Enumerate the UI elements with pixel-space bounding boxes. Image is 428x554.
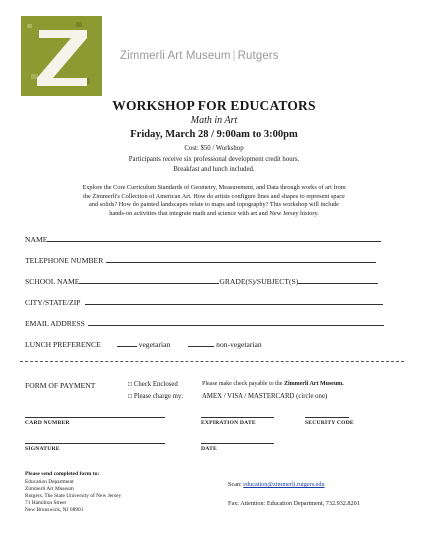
expiration-label: EXPIRATION DATE [201,420,256,426]
telephone-field [25,256,376,265]
lunch-field [25,340,262,349]
telephone-label: TELEPHONE NUMBER [25,256,104,265]
description-line: Explore the Core Curriculum Standards of Geometry, Measurement, and Data through works of art from [82,184,346,191]
card-number-line[interactable] [25,417,165,418]
z-logo-graphic [21,16,102,96]
museum-logo [21,16,102,96]
description-line: hands-on activities that integrate math and science with art and New Jersey history. [109,209,319,217]
city-label: CITY/STATE/ZIP [25,298,81,307]
check-enclosed-label: Check Enclosed [133,381,178,388]
lunch-label: LUNCH PREFERENCE [25,340,101,349]
credit-hours: Participants receive six professional development credit hours. [128,156,300,163]
card-number-label: CARD NUMBER [25,420,70,426]
vegetarian-label: vegetarian [138,340,171,349]
city-input-line[interactable] [85,298,383,305]
name-field [25,235,381,244]
museum-wordmark: Zimmerli Art Museum | Rutgers [120,50,279,62]
meals-note: Breakfast and lunch included. [173,166,255,173]
name-label: NAME [25,235,48,244]
workshop-subtitle: Math in Art [190,115,238,126]
page-title: WORKSHOP FOR EDUCATORS [112,98,316,113]
vegetarian-input-line[interactable] [117,340,137,347]
fax-contact: Fax: Attention: Education Department, 732.932.8201 [228,500,360,507]
workshop-date: Friday, March 28 / 9:00am to 3:00pm [130,129,298,140]
address-line: Rutgers, The State University of New Jersey [25,493,122,499]
payable-note [202,381,344,387]
mailing-heading: Please send completed form to: [25,471,100,477]
charge-option[interactable] [128,393,183,400]
non-vegetarian-label: non-vegetarian [216,340,262,349]
description-line: the Zimmerli's Collection of American Art. How do artists configure lines and shapes to represent space [83,192,345,200]
date-line[interactable] [201,443,274,444]
payable-prefix: Please make check payable to the [202,381,284,387]
scan-email-link[interactable]: education@zimmerli.rutgers.edu [243,481,325,488]
email-input-line[interactable] [88,319,384,326]
expiration-line[interactable] [201,417,274,418]
checkbox-icon[interactable]: □ [128,393,133,400]
address-line: New Brunswick, NJ 08901 [25,507,84,513]
cut-line-divider [20,361,404,362]
card-types: AMEX / VISA / MASTERCARD (circle one) [202,393,328,400]
signature-line[interactable] [25,443,165,444]
description-line: and solids? How do painted landscapes relate to maps and topography? This workshop will include [89,201,339,209]
school-label: SCHOOL NAME [25,277,80,286]
grades-label: GRADE(S)/SUBJECT(S) [219,277,299,286]
telephone-input-line[interactable] [106,256,376,263]
date-label: DATE [201,446,217,452]
workshop-description [20,184,408,218]
scan-label: Scan: [228,481,244,488]
email-label: EMAIL ADDRESS [25,319,85,328]
non-vegetarian-input-line[interactable] [188,340,214,347]
scan-contact [228,481,325,488]
security-code-line[interactable] [305,417,349,418]
security-code-label: SECURITY CODE [305,420,354,426]
address-line: 71 Hamilton Street [25,500,67,506]
school-input-line[interactable] [79,277,219,284]
payment-label: FORM OF PAYMENT [25,381,96,390]
city-field [25,298,383,307]
school-field [25,277,378,286]
address-line: Zimmerli Art Museum [25,486,74,492]
charge-label: Please charge my: [133,393,184,400]
grades-input-line[interactable] [298,277,378,284]
check-enclosed-option[interactable] [128,381,178,388]
workshop-cost: Cost: $50 / Workshop [184,145,244,152]
signature-label: SIGNATURE [25,446,60,452]
university-name: Rutgers [237,50,279,62]
email-field [25,319,384,328]
museum-name: Zimmerli Art Museum [120,50,231,62]
name-input-line[interactable] [47,235,381,242]
mailing-address [25,479,121,514]
address-line: Education Department [25,479,74,485]
payable-museum: Zimmerli Art Museum. [283,381,344,387]
checkbox-icon[interactable]: □ [128,381,133,388]
